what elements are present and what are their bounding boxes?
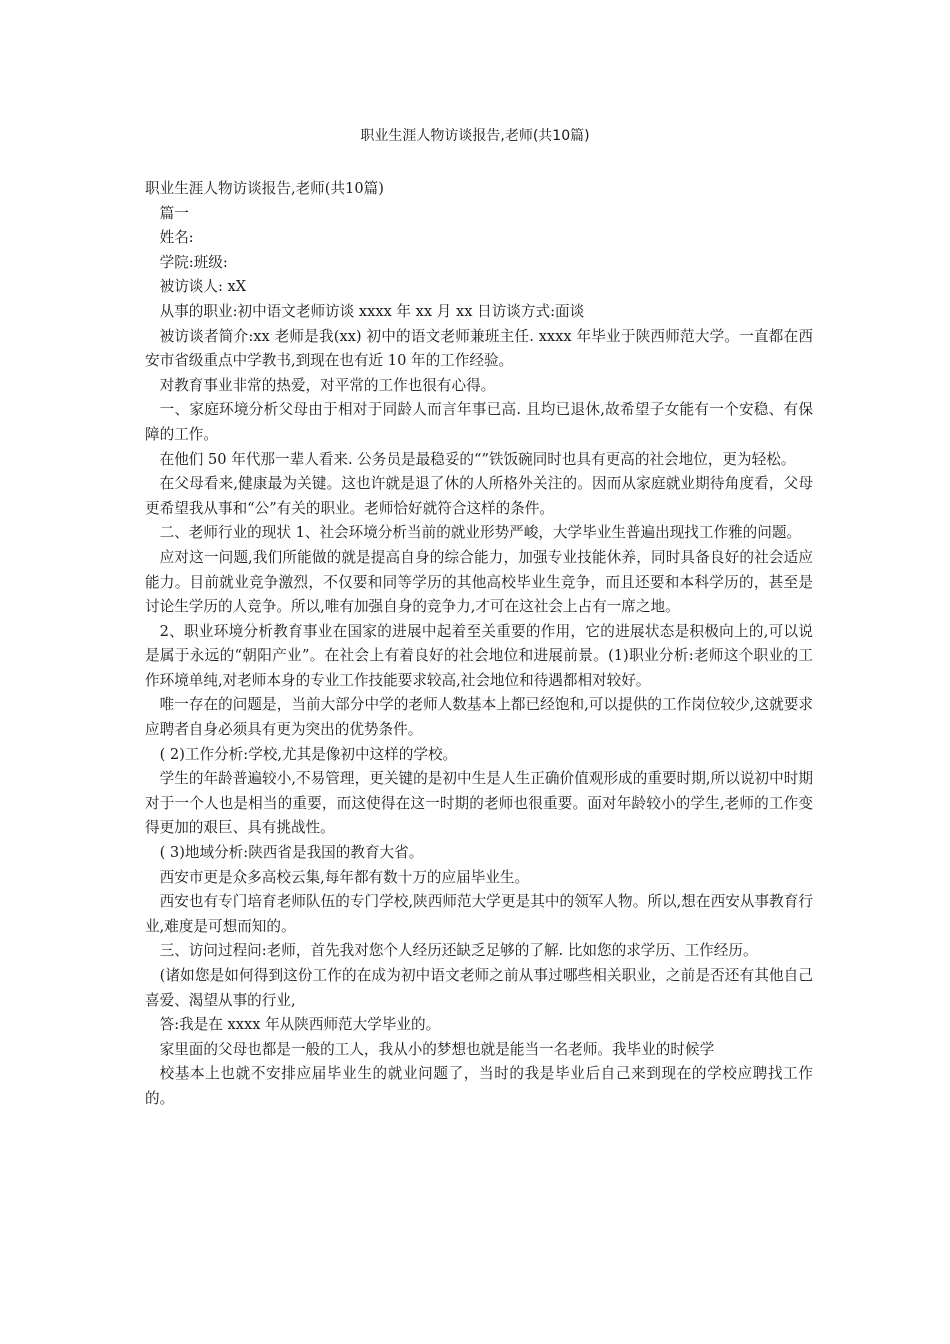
body-paragraph: 从事的职业:初中语文老师访谈 xxxx 年 xx 月 xx 日访谈方式:面谈: [159, 302, 585, 320]
body-paragraph: 答:我是在 xxxx 年从陕西师范大学毕业的。: [159, 1016, 441, 1034]
body-paragraph: ( 3)地域分析:陕西省是我国的教育大省。: [159, 844, 424, 862]
body-paragraph: 被访谈者简介:xx 老师是我(xx) 初中的语文老师兼班主任. xxxx 年毕业于陕西师范大学。一直都在西安市省级重点中学教书,到现在也有近 10 年的工作经验。: [145, 327, 813, 370]
body-paragraph: 三、访问过程问:老师，首先我对您个人经历还缺乏足够的了解. 比如您的求学历、工作经历。: [159, 942, 758, 960]
body-paragraph: 学院:班级:: [159, 253, 228, 271]
body-paragraph: 职业生涯人物访谈报告,老师(共10篇): [145, 180, 384, 197]
body-paragraph: 篇一: [159, 204, 189, 222]
body-paragraph: 学生的年龄普遍较小,不易管理，更关键的是初中生是人生正确价值观形成的重要时期,所以说初中时期对于一个人也是相当的重要，而这使得在这一时期的老师也很重要。面对年龄较小的学生,老师的工作变得更加的艰巨、具有挑战性。: [145, 770, 813, 837]
page-title: 职业生涯人物访谈报告,老师(共10篇): [360, 128, 590, 144]
body-paragraph: 西安也有专门培育老师队伍的专门学校,陕西师范大学更是其中的领军人物。所以,想在西安从事教育行业,难度是可想而知的。: [145, 893, 813, 935]
body-paragraph: 二、老师行业的现状 1、社会环境分析当前的就业形势严峻，大学毕业生普遍出现找工作雅的问题。: [159, 524, 802, 542]
body-paragraph: 被访谈人: xX: [159, 278, 247, 296]
body-paragraph: 西安市更是众多高校云集,每年都有数十万的应届毕业生。: [159, 868, 530, 886]
body-paragraph: 唯一存在的问题是，当前大部分中学的老师人数基本上都已经饱和,可以提供的工作岗位较少,这就要求应聘者自身必须具有更为突出的优势条件。: [145, 696, 813, 739]
body-paragraph: 2、职业环境分析教育事业在国家的进展中起着至关重要的作用，它的进展状态是积极向上的,可以说是属于永远的“朝阳产业”。在社会上有着良好的社会地位和进展前景。(1)职业分析:老师这个职业的工作环境单纯,对老师本身的专业工作技能要求较高,社会地位和待遇都相对较好。: [145, 622, 813, 689]
body-paragraph: 在父母看来,健康最为关键。这也许就是退了休的人所格外关注的。因而从家庭就业期待角度看，父母更希望我从事和“公”有关的职业。老师恰好就符合这样的条件。: [145, 475, 813, 517]
body-paragraph: 家里面的父母也都是一般的工人，我从小的梦想也就是能当一名老师。我毕业的时候学: [159, 1040, 715, 1058]
body-paragraph: 应对这一问题,我们所能做的就是提高自身的综合能力，加强专业技能休养，同时具备良好的社会适应能力。目前就业竞争激烈，不仅要和同等学历的其他高校毕业生竞争，而且还要和本科学历的，甚至是讨论生学历的人竞争。所以,唯有加强自身的竞争力,才可在这社会上占有一席之地。: [145, 548, 813, 616]
body-paragraph: 姓名:: [159, 229, 194, 247]
body-paragraph: 对教育事业非常的热爱，对平常的工作也很有心得。: [159, 376, 496, 394]
document-body: [145, 177, 813, 1112]
body-paragraph: 校基本上也就不安排应届毕业生的就业问题了，当时的我是毕业后自己来到现在的学校应聘找工作的。: [145, 1065, 813, 1107]
body-paragraph: (诸如您是如何得到这份工作的在成为初中语文老师之前从事过哪些相关职业，之前是否还有其他自己喜爱、渴望从事的行业,: [145, 967, 813, 1009]
body-paragraph: 在他们 50 年代那一辈人看来. 公务员是最稳妥的“”铁饭碗同时也具有更高的社会地位，更为轻松。: [159, 450, 796, 468]
body-paragraph: ( 2)工作分析:学校,尤其是像初中这样的学校。: [159, 745, 458, 763]
body-paragraph: 一、家庭环境分析父母由于相对于同龄人而言年事已高. 且均已退休,故希望子女能有一个安稳、有保障的工作。: [145, 401, 813, 443]
